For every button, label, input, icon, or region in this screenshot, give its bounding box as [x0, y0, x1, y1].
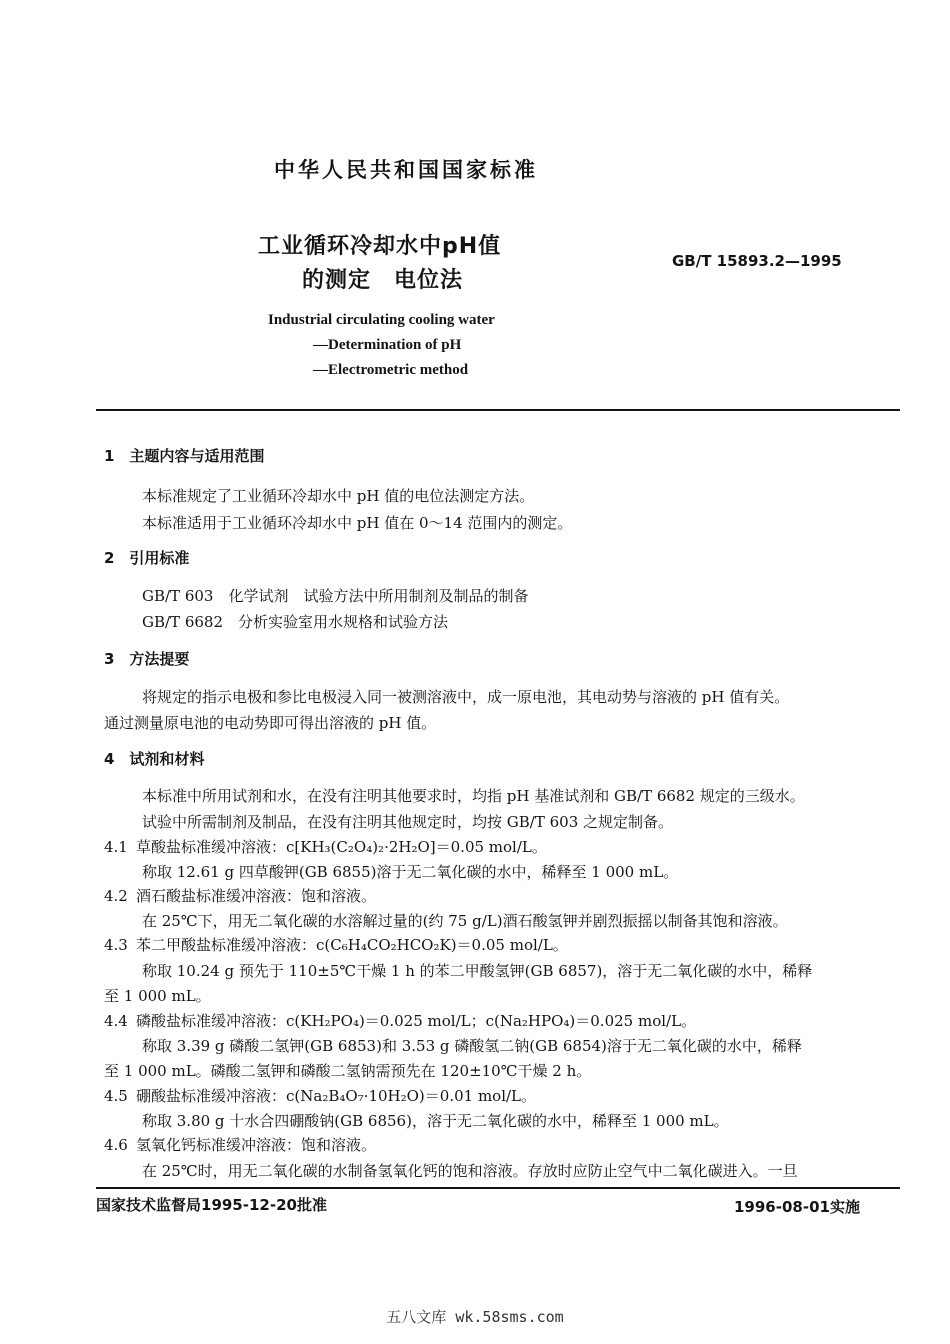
clause-title-text: 氢氧化钙标准缓冲溶液：饱和溶液。 — [136, 1136, 377, 1154]
clause-4-4-body-line1: 称取 3.39 g 磷酸二氢钾(GB 6853)和 3.53 g 磷酸氢二钠(GB 6854)溶于无二氧化碳的水中，稀释 — [142, 1037, 802, 1055]
section-4-paragraph-1: 本标准中所用试剂和水，在没有注明其他要求时，均指 pH 基准试剂和 GB/T 6682 规定的三级水。 — [142, 787, 805, 805]
clause-4-1-body: 称取 12.61 g 四草酸钾(GB 6855)溶于无二氧化碳的水中，稀释至 1 000 mL。 — [142, 863, 679, 881]
clause-4-3-body-line2: 至 1 000 mL。 — [104, 987, 211, 1005]
section-4-heading: 4 试剂和材料 — [104, 750, 205, 768]
national-standard-title: 中华人民共和国国家标准 — [274, 158, 538, 182]
approval-notice: 国家技术监督局1995-12-20批准 — [96, 1196, 327, 1214]
clause-title-text: 酒石酸盐标准缓冲溶液：饱和溶液。 — [136, 887, 377, 905]
english-title-line3: —Electrometric method — [313, 362, 469, 378]
clause-title-text: 苯二甲酸盐标准缓冲溶液：c(C₆H₄CO₂HCO₂K)＝0.05 mol/L。 — [136, 936, 568, 954]
english-title-line2: —Determination of pH — [313, 337, 462, 353]
clause-title-text: 硼酸盐标准缓冲溶液：c(Na₂B₄O₇·10H₂O)＝0.01 mol/L。 — [136, 1087, 537, 1105]
clause-4-2-title — [104, 885, 376, 906]
section-4-paragraph-2: 试验中所需制剂及制品，在没有注明其他规定时，均按 GB/T 603 之规定制备。 — [142, 813, 674, 831]
english-title-line1: Industrial circulating cooling water — [268, 312, 495, 328]
clause-number: 4.6 — [104, 1136, 128, 1154]
document-title-line1: 工业循环冷却水中pH值 — [258, 234, 502, 259]
section-1-paragraph-2: 本标准适用于工业循环冷却水中 pH 值在 0～14 范围内的测定。 — [142, 514, 573, 532]
clause-number: 4.2 — [104, 887, 128, 905]
section-3-heading: 3 方法提要 — [104, 650, 190, 668]
clause-title-text: 草酸盐标准缓冲溶液：c[KH₃(C₂O₄)₂·2H₂O]＝0.05 mol/L。 — [136, 838, 547, 856]
clause-4-6-body: 在 25℃时，用无二氧化碳的水制备氢氧化钙的饱和溶液。存放时应防止空气中二氧化碳进入。一旦 — [142, 1162, 798, 1180]
section-1-heading: 1 主题内容与适用范围 — [104, 447, 265, 465]
clause-4-4-title — [104, 1010, 696, 1031]
header-divider — [96, 409, 900, 411]
clause-4-3-body-line1: 称取 10.24 g 预先于 110±5℃干燥 1 h 的苯二甲酸氢钾(GB 6857)，溶于无二氧化碳的水中，稀释 — [142, 962, 813, 980]
clause-number: 4.3 — [104, 936, 128, 954]
clause-title-text: 磷酸盐标准缓冲溶液：c(KH₂PO₄)＝0.025 mol/L；c(Na₂HPO₄)＝0.025 mol/L。 — [136, 1012, 697, 1030]
clause-number: 4.5 — [104, 1087, 128, 1105]
clause-4-6-title — [104, 1134, 376, 1155]
clause-4-3-title — [104, 934, 568, 955]
implementation-date: 1996-08-01实施 — [734, 1198, 860, 1216]
clause-4-1-title — [104, 836, 547, 857]
standard-code: GB/T 15893.2—1995 — [672, 252, 842, 270]
clause-4-5-title — [104, 1085, 536, 1106]
clause-4-4-body-line2: 至 1 000 mL。磷酸二氢钾和磷酸二氢钠需预先在 120±10℃干燥 2 h。 — [104, 1062, 592, 1080]
section-3-paragraph-line2: 通过测量原电池的电动势即可得出溶液的 pH 值。 — [104, 714, 437, 732]
site-watermark: 五八文库 wk.58sms.com — [386, 1308, 564, 1326]
clause-4-2-body: 在 25℃下，用无二氧化碳的水溶解过量的(约 75 g/L)酒石酸氢钾并剧烈振摇以制备其饱和溶液。 — [142, 912, 788, 930]
clause-number: 4.4 — [104, 1012, 128, 1030]
reference-gb-t-603: GB/T 603 化学试剂 试验方法中所用制剂及制品的制备 — [142, 587, 529, 605]
section-3-paragraph-line1: 将规定的指示电极和参比电极浸入同一被测溶液中，成一原电池，其电动势与溶液的 pH 值有关。 — [142, 688, 790, 706]
clause-number: 4.1 — [104, 838, 128, 856]
section-1-paragraph-1: 本标准规定了工业循环冷却水中 pH 值的电位法测定方法。 — [142, 487, 535, 505]
footer-divider — [96, 1187, 900, 1189]
reference-gb-t-6682: GB/T 6682 分析实验室用水规格和试验方法 — [142, 613, 449, 631]
section-2-heading: 2 引用标准 — [104, 549, 190, 567]
clause-4-5-body: 称取 3.80 g 十水合四硼酸钠(GB 6856)，溶于无二氧化碳的水中，稀释至 1 000 mL。 — [142, 1112, 729, 1130]
document-title-line2: 的测定 电位法 — [302, 268, 464, 293]
